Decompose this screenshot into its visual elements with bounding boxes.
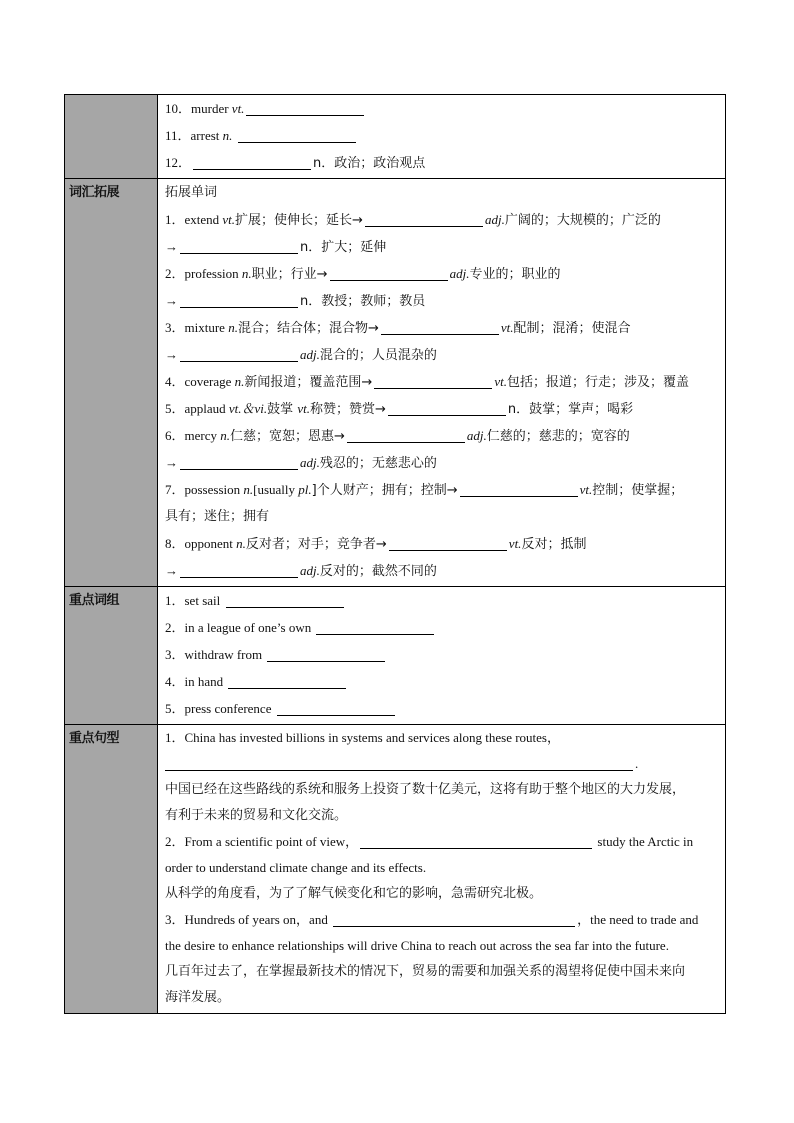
- answer-blank[interactable]: [388, 400, 506, 416]
- item-11: 11．arrest n.: [165, 122, 719, 149]
- item-1-line-2: → n．扩大；延伸: [165, 239, 387, 255]
- item-5-line-1: 5．applaud vt.＆vi.鼓掌 vt.称赞；赞赏→ n．鼓掌；掌声；喝彩: [165, 401, 634, 417]
- sentence-3-translation-b: 海洋发展。: [165, 990, 231, 1005]
- answer-blank[interactable]: [333, 911, 575, 927]
- item-8-line-2: → adj.反对的；截然不同的: [165, 563, 437, 579]
- subtitle: 拓展单词: [165, 185, 218, 200]
- answer-blank[interactable]: [381, 319, 499, 335]
- answer-blank[interactable]: [330, 265, 448, 281]
- answer-blank[interactable]: [460, 481, 578, 497]
- answer-blank[interactable]: [389, 535, 507, 551]
- answer-blank[interactable]: [316, 619, 434, 635]
- sentence-1: 1．China has invested billions in systems and services along these routes，: [165, 730, 560, 745]
- row-key-sentences: [65, 725, 726, 1014]
- phrase-5: 5．press conference: [165, 695, 719, 722]
- answer-blank[interactable]: [165, 755, 633, 771]
- answer-blank[interactable]: [180, 292, 298, 308]
- sentence-2-cont: order to understand climate change and its effects.: [165, 860, 427, 875]
- answer-blank[interactable]: [228, 673, 346, 689]
- answer-blank[interactable]: [347, 427, 465, 443]
- sentence-1-translation-a: 中国已经在这些路线的系统和服务上投资了数十亿美元，这将有助于整个地区的大力发展，: [165, 782, 686, 797]
- answer-blank[interactable]: [193, 154, 311, 170]
- answer-blank[interactable]: [180, 454, 298, 470]
- answer-blank[interactable]: [374, 373, 492, 389]
- answer-blank[interactable]: [226, 592, 344, 608]
- row-vocab-expansion: [65, 179, 726, 587]
- row-content: [158, 95, 726, 179]
- sentence-1-translation-b: 有利于未来的贸易和文化交流。: [165, 808, 348, 823]
- item-3-line-1: 3．mixture n.混合；结合体；混合物→ vt.配制；混淆；使混合: [165, 320, 631, 336]
- sentence-2: 2．From a scientific point of view， study the Arctic in: [165, 834, 694, 849]
- row-content: [158, 725, 726, 1014]
- item-4-line-1: 4．coverage n.新闻报道；覆盖范围→ vt.包括；报道；行走；涉及；覆盖: [165, 374, 689, 390]
- sentence-3: 3．Hundreds of years on，and ，the need to trade and: [165, 912, 699, 927]
- phrase-2: 2．in a league of one’s own: [165, 614, 719, 641]
- item-7-line-2: 具有；迷住；拥有: [165, 509, 270, 524]
- row-key-phrases: [65, 587, 726, 725]
- answer-blank[interactable]: [238, 127, 356, 143]
- worksheet-table: [64, 94, 726, 1014]
- answer-blank[interactable]: [267, 646, 385, 662]
- answer-blank[interactable]: [360, 833, 592, 849]
- answer-blank[interactable]: [277, 700, 395, 716]
- sentence-1-blank-line: .: [165, 751, 719, 777]
- answer-blank[interactable]: [180, 562, 298, 578]
- item-6-line-2: → adj.残忍的；无慈悲心的: [165, 455, 437, 471]
- item-3-line-2: → adj.混合的；人员混杂的: [165, 347, 437, 363]
- row-label: 重点词组: [65, 587, 158, 725]
- item-12: 12． n．政治；政治观点: [165, 155, 426, 171]
- row-content: [158, 179, 726, 587]
- phrase-1: 1．set sail: [165, 587, 719, 614]
- item-2-line-2: → n．教授；教师；教员: [165, 293, 426, 309]
- item-8-line-1: 8．opponent n.反对者；对手；竞争者→ vt.反对；抵制: [165, 536, 587, 552]
- phrase-3: 3．withdraw from: [165, 641, 719, 668]
- answer-blank[interactable]: [180, 346, 298, 362]
- row-label: 词汇拓展: [65, 179, 158, 587]
- row-label: 重点句型: [65, 725, 158, 1014]
- sentence-3-translation-a: 几百年过去了，在掌握最新技术的情况下，贸易的需要和加强关系的渴望将促使中国未来向: [165, 964, 686, 979]
- item-1-line-1: 1．extend vt.扩展；使伸长；延长→ adj.广阔的；大规模的；广泛的: [165, 212, 661, 228]
- row-label-empty: [65, 95, 158, 179]
- answer-blank[interactable]: [365, 211, 483, 227]
- phrase-4: 4．in hand: [165, 668, 719, 695]
- item-7-line-1: 7．possession n.[usually pl.]个人财产；拥有；控制→ vt.控制；使掌握；: [165, 482, 684, 498]
- item-10: 10．murder vt.: [165, 95, 719, 122]
- answer-blank[interactable]: [246, 100, 364, 116]
- answer-blank[interactable]: [180, 238, 298, 254]
- sentence-2-translation: 从科学的角度看，为了了解气候变化和它的影响，急需研究北极。: [165, 886, 543, 901]
- sentence-3-cont: the desire to enhance relationships will drive China to reach out across the sea far into the future.: [165, 938, 669, 953]
- item-6-line-1: 6．mercy n.仁慈；宽恕；恩惠→ adj.仁慈的；慈悲的；宽容的: [165, 428, 630, 444]
- row-words-continued: [65, 95, 726, 179]
- row-content: [158, 587, 726, 725]
- item-2-line-1: 2．profession n.职业；行业→ adj.专业的；职业的: [165, 266, 561, 282]
